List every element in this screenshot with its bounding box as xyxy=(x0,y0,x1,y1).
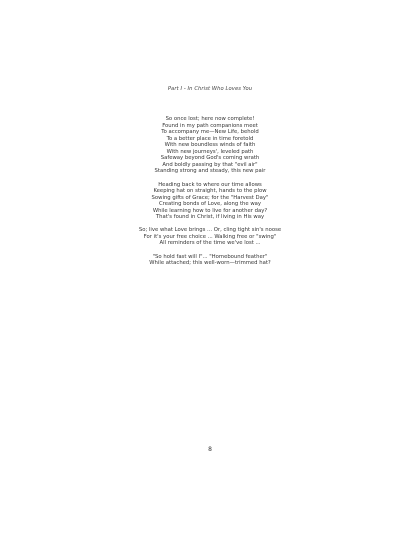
stanza-2 xyxy=(0,182,420,221)
poem-line: And boldly passing by that "evil air" xyxy=(162,161,258,168)
poem-line: To a better place in time foretold xyxy=(166,135,254,142)
poem-line: While learning how to live for another day? xyxy=(152,207,268,214)
poem-line: Heading back to where our time allows xyxy=(158,181,262,188)
poem-body xyxy=(0,116,420,273)
poem-line: Sowing gifts of Grace; for the "Harvest Day" xyxy=(151,194,269,201)
poem-line: With new boundless winds of faith xyxy=(164,142,256,149)
poem-line: Found in my path companions meet xyxy=(162,122,258,129)
page-number: 8 xyxy=(208,446,212,453)
poem-line: "So hold fast will I"... "Homebound feather" xyxy=(152,253,268,260)
poem-line: With new journeys', leveled path xyxy=(166,148,254,155)
poem-line: To accompany me—New Life, behold xyxy=(161,129,259,136)
poem-line: For it's your free choice ... Walking free or "swing" xyxy=(143,233,277,240)
stanza-4 xyxy=(0,254,420,267)
poem-line: Creating bonds of Love, along the way xyxy=(158,201,262,208)
poem-line: So once lost; here now complete! xyxy=(165,116,255,122)
poem-line: That's found in Christ, if living in His way xyxy=(155,214,265,221)
poem-line: Keeping hat on straight, hands to the plow xyxy=(153,188,267,195)
poem-line: Standing strong and steady, this new pair xyxy=(154,168,266,175)
poem-line: Safeway beyond God's coming wrath xyxy=(160,155,260,162)
stanza-3 xyxy=(0,227,420,247)
stanza-1 xyxy=(0,116,420,175)
running-header: Part I - In Christ Who Loves You xyxy=(167,86,253,92)
poem-line: While attached; this well-worn—trimmed hat? xyxy=(149,260,271,267)
poem-line: All reminders of the time we've lost ... xyxy=(159,240,261,247)
poem-line: So; live what Love brings ... Or, cling tight sin's noose xyxy=(138,227,282,234)
